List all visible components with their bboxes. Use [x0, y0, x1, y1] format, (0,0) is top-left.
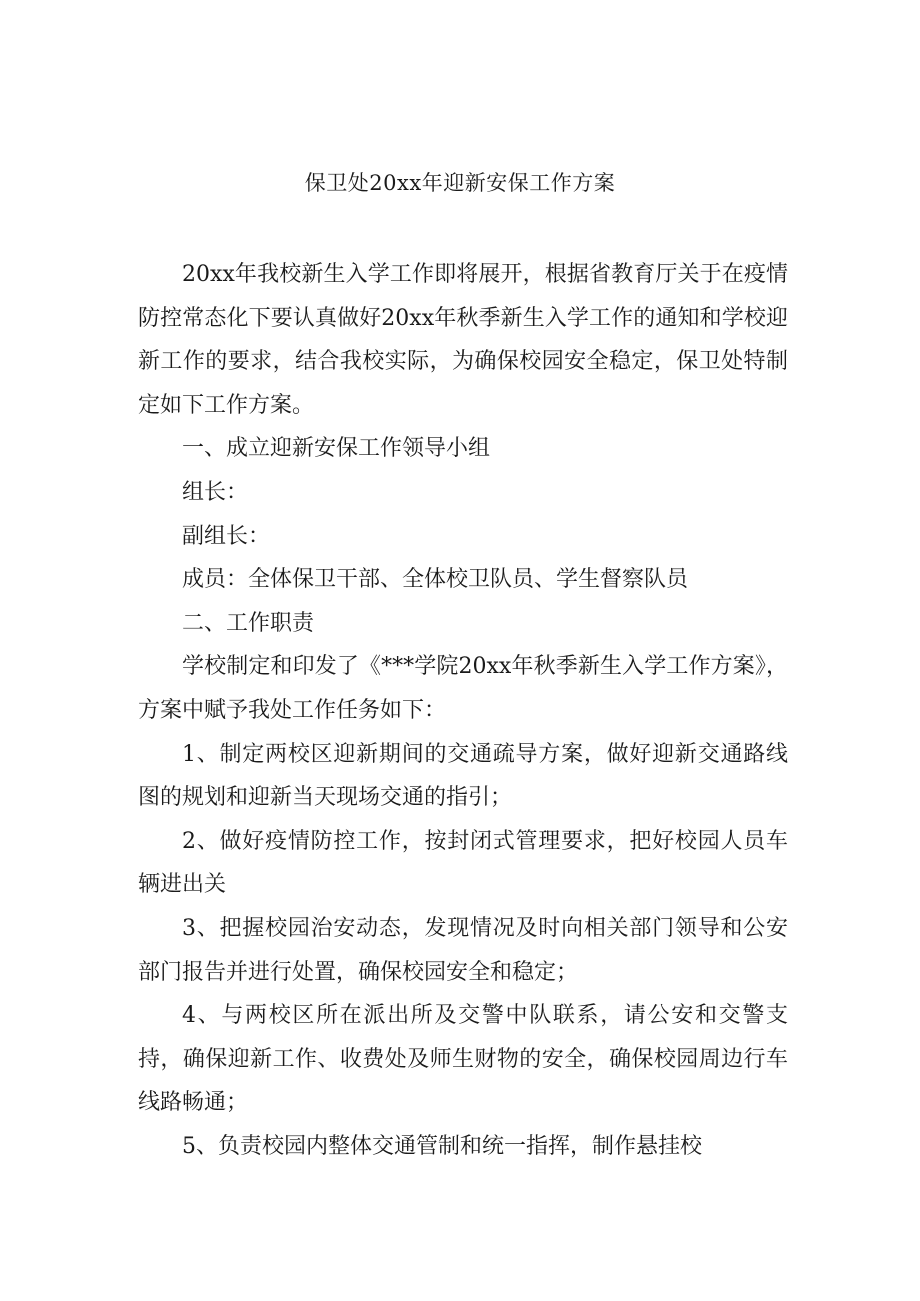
task-item-3: 3、把握校园治安动态，发现情况及时向相关部门领导和公安部门报告并进行处置，确保校园安全和稳定；: [138, 915, 788, 985]
section-heading-leadership-group: 一、成立迎新安保工作领导小组: [182, 436, 491, 462]
document-title: 保卫处20xx年迎新安保工作方案: [304, 171, 616, 195]
group-leader-line: 组长：: [182, 479, 249, 505]
responsibilities-intro-paragraph: 学校制定和印发了《***学院20xx年秋季新生入学工作方案》，方案中赋予我处工作任务如下：: [138, 654, 788, 723]
task-item-4: 4、与两校区所在派出所及交警中队联系，请公安和交警支持，确保迎新工作、收费处及师生财物的安全，确保校园周边行车线路畅通；: [138, 1003, 788, 1116]
members-line: 成员：全体保卫干部、全体校卫队员、学生督察队员: [182, 567, 689, 593]
task-item-1: 1、制定两校区迎新期间的交通疏导方案，做好迎新交通路线图的规划和迎新当天现场交通的指引；: [138, 741, 788, 811]
section-heading-responsibilities: 二、工作职责: [182, 610, 315, 636]
task-item-5: 5、负责校园内整体交通管制和统一指挥，制作悬挂校: [182, 1133, 702, 1159]
document-body: [138, 253, 788, 1168]
task-item-2: 2、做好疫情防控工作，按封闭式管理要求，把好校园人员车辆进出关: [138, 828, 788, 898]
deputy-leader-line: 副组长：: [182, 523, 271, 549]
intro-paragraph: 20xx年我校新生入学工作即将展开，根据省教育厅关于在疫情防控常态化下要认真做好20xx年秋季新生入学工作的通知和学校迎新工作的要求，结合我校实际，为确保校园安全稳定，保卫处特制定如下工作方案。: [138, 262, 788, 418]
